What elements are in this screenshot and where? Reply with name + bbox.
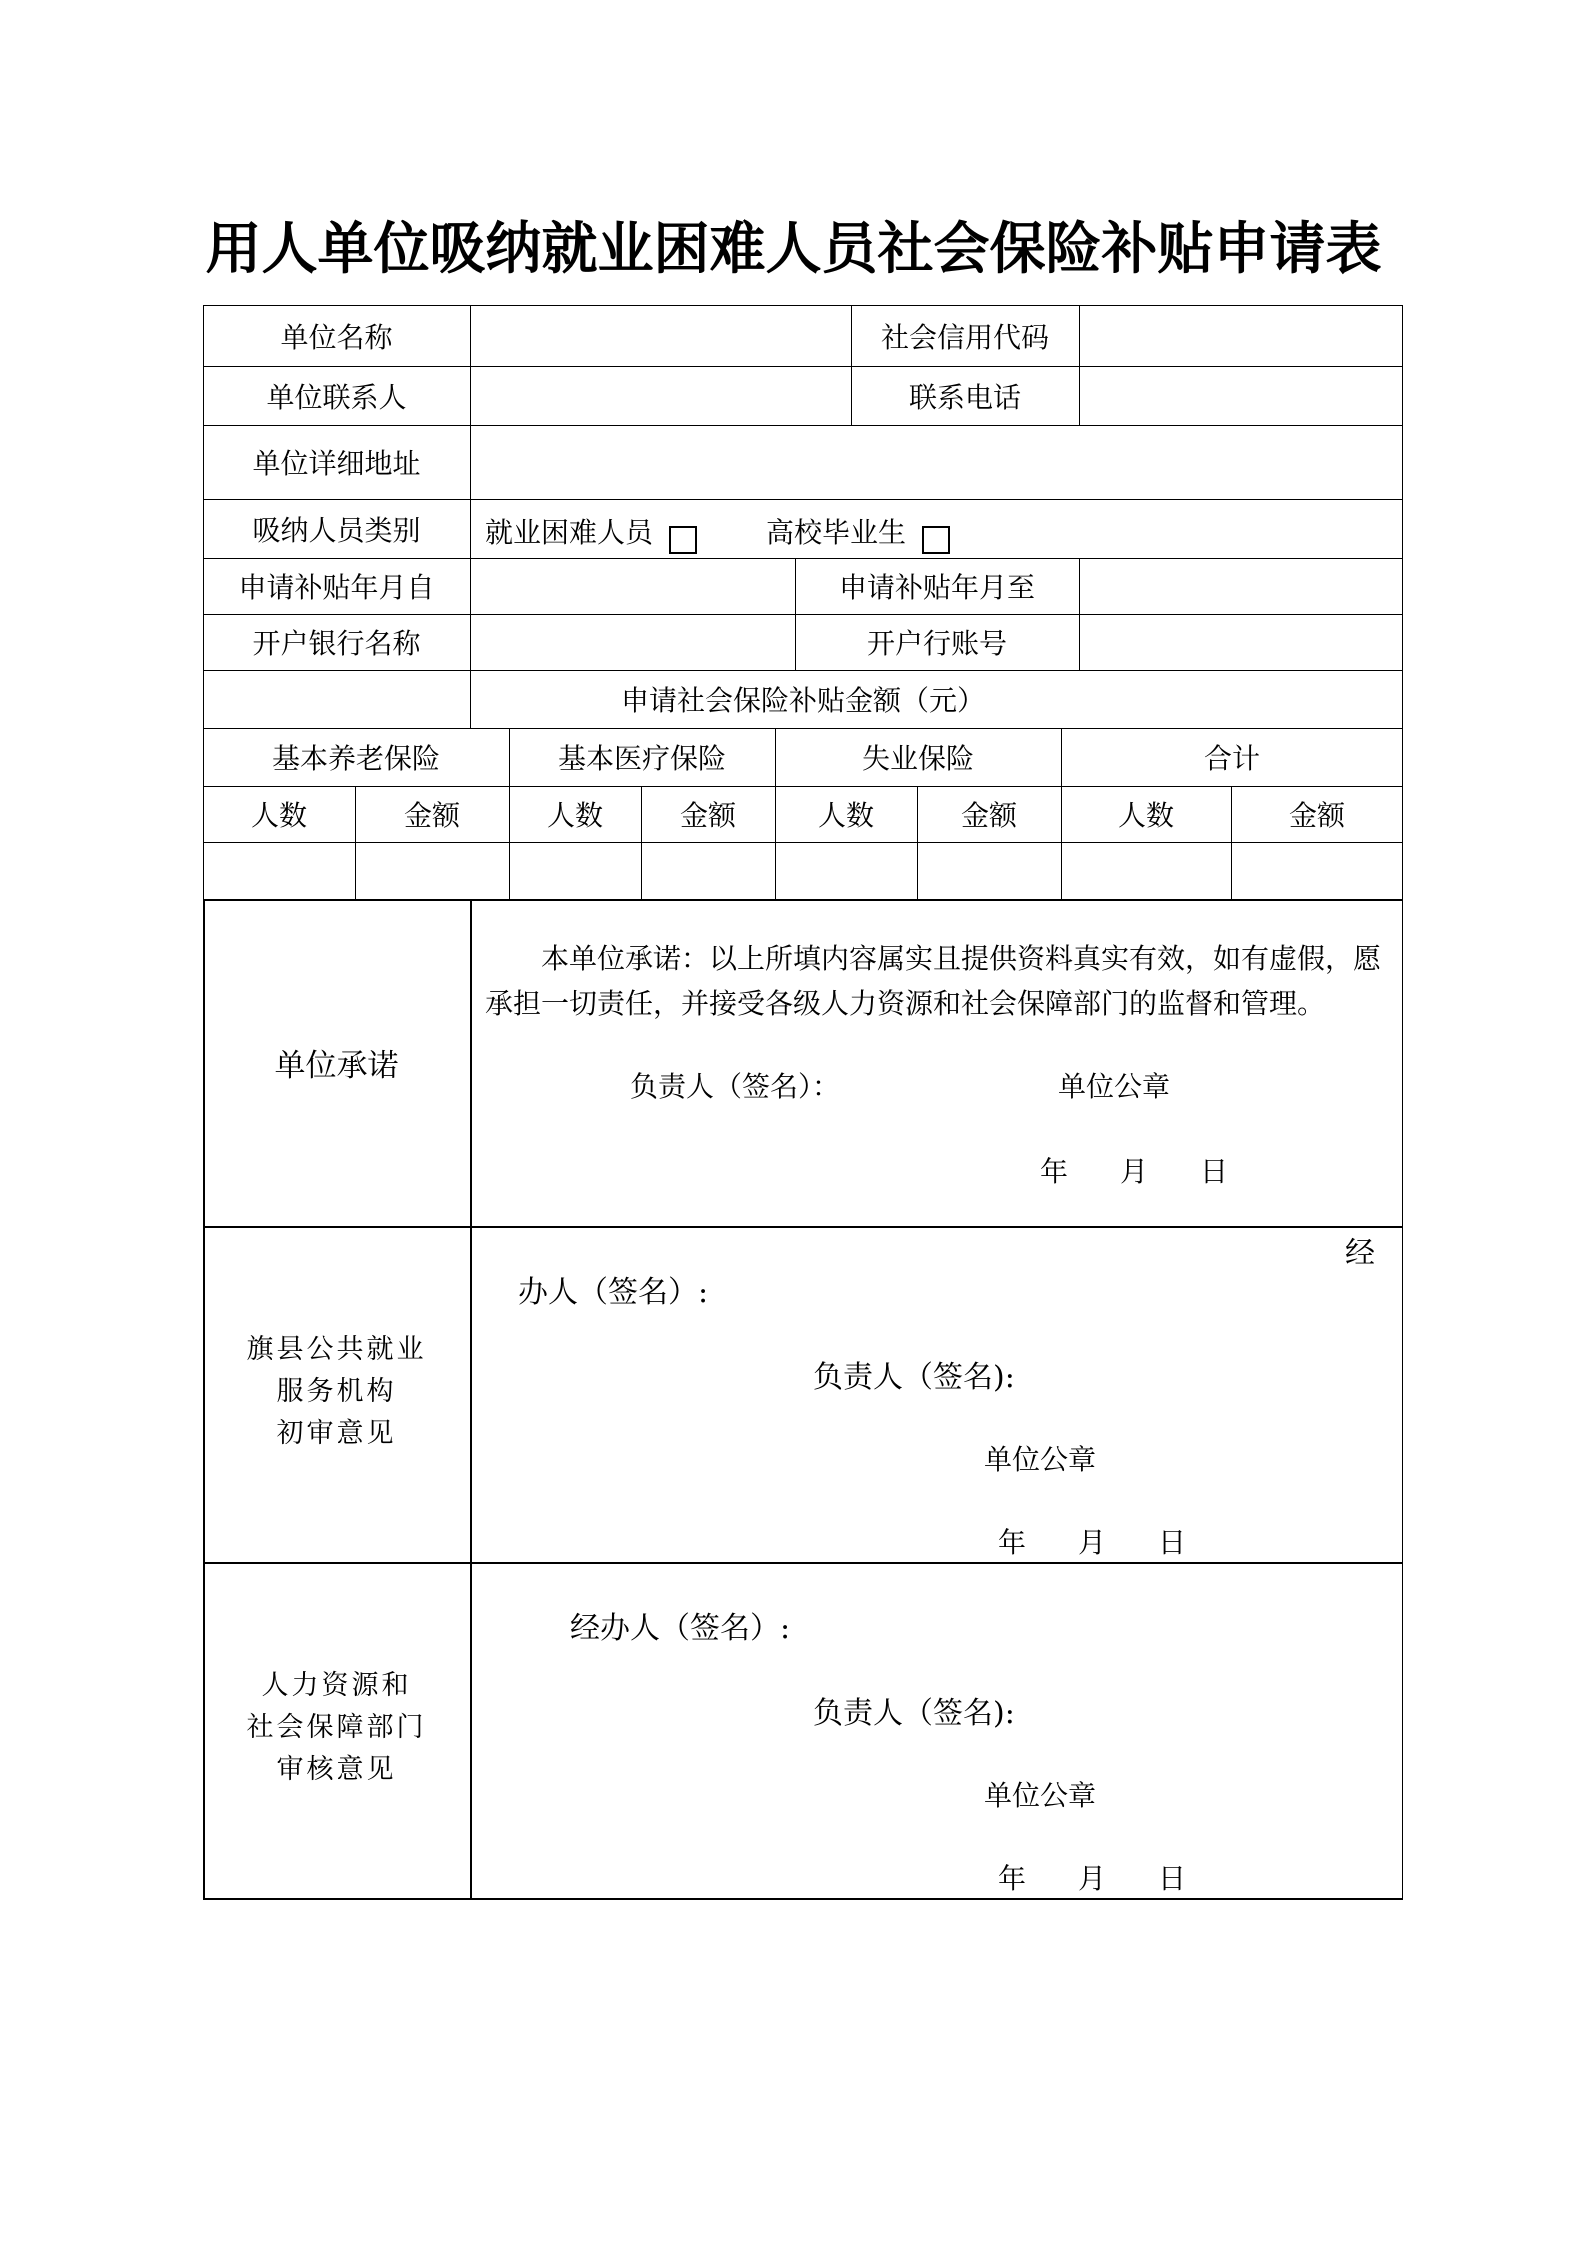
unemployment-amount-header: 金额: [960, 799, 1017, 832]
pension-amount-header: 金额: [403, 799, 460, 832]
period-to-label: 申请补贴年月至: [838, 571, 1035, 604]
category-option-difficulty[interactable]: [485, 511, 697, 554]
initial-date: [998, 1521, 1186, 1561]
commitment-text: 本单位承诺：以上所填内容属实且提供资料真实有效，如有虚假，愿承担一切责任，并接受各级人力资源和社会保障部门的监督和管理。: [485, 942, 1382, 1020]
initial-review-label-line: 服务机构: [276, 1376, 397, 1407]
unit-name-label: 单位名称: [280, 320, 393, 354]
final-review-label-line: 人力资源和: [261, 1670, 412, 1701]
commitment-label: 单位承诺: [274, 1048, 399, 1084]
medical-amount-input[interactable]: [642, 843, 774, 898]
group-unemployment: 失业保险: [861, 742, 974, 775]
difficulty-checkbox[interactable]: [669, 526, 697, 554]
contact-field[interactable]: [471, 367, 850, 424]
commitment-signer: 负责人（签名）：: [630, 1070, 841, 1103]
period-from-field[interactable]: [471, 559, 794, 613]
category-label: 吸纳人员类别: [252, 513, 421, 547]
medical-amount-header: 金额: [679, 799, 736, 832]
unemployment-amount-input[interactable]: [918, 843, 1060, 898]
initial-handler-char: 经: [1345, 1236, 1375, 1271]
amount-section-header: 申请社会保险补贴金额（元）: [620, 684, 985, 717]
contact-label: 单位联系人: [266, 380, 407, 414]
final-date: [998, 1857, 1186, 1897]
total-amount-input[interactable]: [1232, 843, 1402, 898]
pension-people-header: 人数: [250, 799, 307, 832]
page-title: 用人单位吸纳就业困难人员社会保险补贴申请表: [205, 216, 1382, 282]
initial-handler: 办人（签名）:: [518, 1275, 709, 1310]
initial-seal: 单位公章: [984, 1443, 1097, 1476]
date-month: 月: [1120, 1155, 1149, 1188]
bank-name-field[interactable]: [471, 615, 794, 669]
date-year: 年: [998, 1862, 1027, 1895]
initial-review-label-line: 旗县公共就业: [246, 1334, 427, 1365]
credit-code-label: 社会信用代码: [880, 320, 1049, 354]
group-total: 合计: [1203, 742, 1260, 775]
phone-label: 联系电话: [908, 380, 1021, 414]
bank-account-label: 开户行账号: [866, 627, 1007, 660]
initial-review-label-line: 初审意见: [276, 1418, 397, 1449]
application-form: [203, 305, 1403, 1900]
final-responsible: 负责人（签名):: [813, 1696, 1015, 1731]
period-from-label: 申请补贴年月自: [238, 571, 435, 604]
unit-name-field[interactable]: [471, 306, 850, 365]
unemployment-people-header: 人数: [817, 799, 874, 832]
category-option-graduate-label: 高校毕业生: [766, 516, 907, 549]
graduate-checkbox[interactable]: [922, 526, 950, 554]
bank-name-label: 开户银行名称: [252, 627, 421, 660]
final-review-label-line: 审核意见: [276, 1754, 397, 1785]
initial-responsible: 负责人（签名):: [813, 1360, 1015, 1395]
date-month: 月: [1078, 1526, 1107, 1559]
category-option-difficulty-label: 就业困难人员: [485, 516, 654, 549]
date-month: 月: [1078, 1862, 1107, 1895]
unemployment-people-input[interactable]: [776, 843, 916, 898]
initial-review-label: [203, 1329, 470, 1455]
final-seal: 单位公章: [984, 1779, 1097, 1812]
phone-field[interactable]: [1080, 367, 1401, 424]
category-option-graduate[interactable]: [766, 511, 950, 554]
group-pension: 基本养老保险: [271, 742, 440, 775]
final-handler: 经办人（签名）:: [570, 1611, 791, 1646]
date-day: 日: [1200, 1155, 1229, 1188]
commitment-seal: 单位公章: [1058, 1070, 1171, 1103]
date-year: 年: [1040, 1155, 1069, 1188]
total-people-input[interactable]: [1062, 843, 1230, 898]
credit-code-field[interactable]: [1080, 306, 1401, 365]
medical-people-header: 人数: [546, 799, 603, 832]
group-medical: 基本医疗保险: [557, 742, 726, 775]
medical-people-input[interactable]: [510, 843, 640, 898]
date-day: 日: [1158, 1526, 1187, 1559]
date-year: 年: [998, 1526, 1027, 1559]
final-review-label: [203, 1665, 470, 1791]
pension-people-input[interactable]: [204, 843, 354, 898]
final-review-label-line: 社会保障部门: [246, 1712, 427, 1743]
total-amount-header: 金额: [1288, 799, 1345, 832]
period-to-field[interactable]: [1080, 559, 1401, 613]
commitment-date: [1040, 1150, 1228, 1190]
pension-amount-input[interactable]: [356, 843, 508, 898]
address-field[interactable]: [471, 426, 1401, 498]
address-label: 单位详细地址: [252, 447, 421, 480]
bank-account-field[interactable]: [1080, 615, 1401, 669]
date-day: 日: [1158, 1862, 1187, 1895]
total-people-header: 人数: [1117, 799, 1174, 832]
